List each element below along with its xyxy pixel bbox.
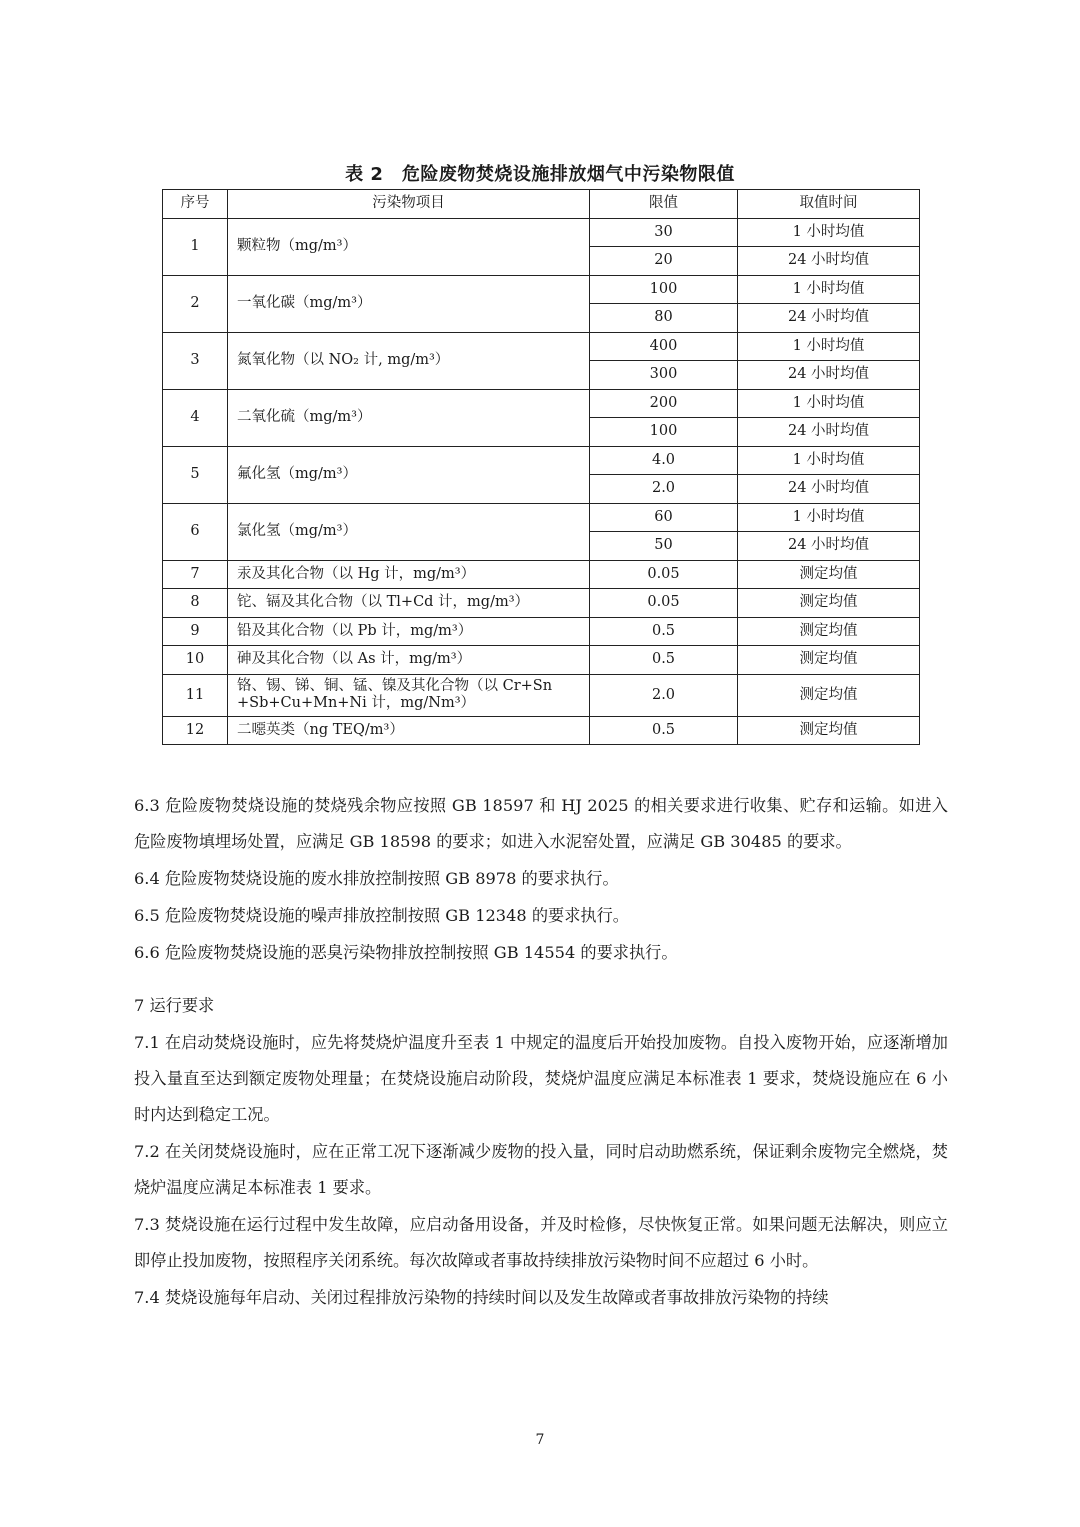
- table-row: [163, 218, 920, 247]
- averaging-time: 24 小时均值: [738, 304, 920, 333]
- pollutant-limits-table: [162, 189, 920, 745]
- header-item: 污染物项目: [228, 190, 590, 219]
- paragraph: 6.4 危险废物焚烧设施的废水排放控制按照 GB 8978 的要求执行。: [134, 869, 619, 888]
- limit-value: 50: [590, 532, 738, 561]
- table-row: [163, 716, 920, 745]
- averaging-time: 24 小时均值: [738, 418, 920, 447]
- table-body: [163, 218, 920, 745]
- row-number: 10: [163, 646, 228, 675]
- averaging-time: 测定均值: [738, 646, 920, 675]
- averaging-time: 1 小时均值: [738, 218, 920, 247]
- table-title: 表 2 危险废物焚烧设施排放烟气中污染物限值: [345, 164, 735, 185]
- limit-value: 0.5: [590, 646, 738, 675]
- limit-value: 4.0: [590, 446, 738, 475]
- averaging-time: 1 小时均值: [738, 275, 920, 304]
- row-number: 12: [163, 716, 228, 745]
- table-row: [163, 503, 920, 532]
- row-number: 2: [163, 275, 228, 332]
- limit-value: 100: [590, 275, 738, 304]
- table-row: [163, 446, 920, 475]
- pollutant-name: 铬、锡、锑、铜、锰、镍及其化合物（以 Cr+Sn +Sb+Cu+Mn+Ni 计，mg/Nm³）: [228, 674, 590, 716]
- row-number: 9: [163, 617, 228, 646]
- table-row: [163, 589, 920, 618]
- limit-value: 0.05: [590, 589, 738, 618]
- limit-value: 2.0: [590, 674, 738, 716]
- row-number: 7: [163, 560, 228, 589]
- limit-value: 100: [590, 418, 738, 447]
- header-time: 取值时间: [738, 190, 920, 219]
- row-number: 3: [163, 332, 228, 389]
- row-number: 4: [163, 389, 228, 446]
- pollutant-name: 铊、镉及其化合物（以 Tl+Cd 计，mg/m³）: [228, 589, 590, 618]
- limit-value: 80: [590, 304, 738, 333]
- pollutant-name: 颗粒物（mg/m³）: [228, 218, 590, 275]
- table-row: [163, 674, 920, 716]
- pollutant-name: 汞及其化合物（以 Hg 计，mg/m³）: [228, 560, 590, 589]
- pollutant-name: 氯化氢（mg/m³）: [228, 503, 590, 560]
- pollutant-name: 一氧化碳（mg/m³）: [228, 275, 590, 332]
- table-row: [163, 389, 920, 418]
- pollutant-name: 二噁英类（ng TEQ/m³）: [228, 716, 590, 745]
- averaging-time: 1 小时均值: [738, 389, 920, 418]
- averaging-time: 24 小时均值: [738, 247, 920, 276]
- body-text: [134, 788, 948, 1317]
- table-row: [163, 646, 920, 675]
- paragraph: 6.3 危险废物焚烧设施的焚烧残余物应按照 GB 18597 和 HJ 2025 的相关要求进行收集、贮存和运输。如进入危险废物填埋场处置，应满足 GB 18598 的要求；如进入水泥窑处置，应满足 GB 30485 的要求。: [134, 796, 948, 851]
- paragraph: 7.2 在关闭焚烧设施时，应在正常工况下逐渐减少废物的投入量，同时启动助燃系统，保证剩余废物完全燃烧，焚烧炉温度应满足本标准表 1 要求。: [134, 1142, 948, 1197]
- limit-value: 0.5: [590, 617, 738, 646]
- limit-value: 300: [590, 361, 738, 390]
- row-number: 1: [163, 218, 228, 275]
- section-heading: 7 运行要求: [134, 996, 215, 1015]
- averaging-time: 1 小时均值: [738, 332, 920, 361]
- limit-value: 400: [590, 332, 738, 361]
- table-row: [163, 332, 920, 361]
- page-number: 7: [535, 1432, 545, 1448]
- table-header-row: [163, 190, 920, 219]
- table-row: [163, 617, 920, 646]
- pollutant-name: 氟化氢（mg/m³）: [228, 446, 590, 503]
- paragraph: 7.4 焚烧设施每年启动、关闭过程排放污染物的持续时间以及发生故障或者事故排放污染物的持续: [134, 1288, 829, 1307]
- averaging-time: 24 小时均值: [738, 475, 920, 504]
- limit-value: 0.05: [590, 560, 738, 589]
- paragraph: 6.6 危险废物焚烧设施的恶臭污染物排放控制按照 GB 14554 的要求执行。: [134, 943, 678, 962]
- pollutant-name: 砷及其化合物（以 As 计，mg/m³）: [228, 646, 590, 675]
- averaging-time: 测定均值: [738, 589, 920, 618]
- table-row: [163, 560, 920, 589]
- averaging-time: 测定均值: [738, 617, 920, 646]
- header-no: 序号: [163, 190, 228, 219]
- paragraph: 6.5 危险废物焚烧设施的噪声排放控制按照 GB 12348 的要求执行。: [134, 906, 629, 925]
- row-number: 6: [163, 503, 228, 560]
- averaging-time: 1 小时均值: [738, 446, 920, 475]
- limit-value: 60: [590, 503, 738, 532]
- averaging-time: 24 小时均值: [738, 361, 920, 390]
- limit-value: 30: [590, 218, 738, 247]
- averaging-time: 测定均值: [738, 674, 920, 716]
- row-number: 11: [163, 674, 228, 716]
- limit-value: 20: [590, 247, 738, 276]
- limit-value: 2.0: [590, 475, 738, 504]
- pollutant-name: 铅及其化合物（以 Pb 计，mg/m³）: [228, 617, 590, 646]
- limit-value: 200: [590, 389, 738, 418]
- paragraph: 7.1 在启动焚烧设施时，应先将焚烧炉温度升至表 1 中规定的温度后开始投加废物。自投入废物开始，应逐渐增加投入量直至达到额定废物处理量；在焚烧设施启动阶段，焚烧炉温度应满足本标准表 1 要求，焚烧设施应在 6 小时内达到稳定工况。: [134, 1033, 948, 1124]
- limit-value: 0.5: [590, 716, 738, 745]
- averaging-time: 测定均值: [738, 560, 920, 589]
- row-number: 5: [163, 446, 228, 503]
- table-row: [163, 275, 920, 304]
- row-number: 8: [163, 589, 228, 618]
- paragraph: 7.3 焚烧设施在运行过程中发生故障，应启动备用设备，并及时检修，尽快恢复正常。如果问题无法解决，则应立即停止投加废物，按照程序关闭系统。每次故障或者事故持续排放污染物时间不应超过 6 小时。: [134, 1215, 948, 1270]
- pollutant-name: 二氧化硫（mg/m³）: [228, 389, 590, 446]
- averaging-time: 测定均值: [738, 716, 920, 745]
- header-limit: 限值: [590, 190, 738, 219]
- averaging-time: 24 小时均值: [738, 532, 920, 561]
- pollutant-name: 氮氧化物（以 NO₂ 计, mg/m³）: [228, 332, 590, 389]
- averaging-time: 1 小时均值: [738, 503, 920, 532]
